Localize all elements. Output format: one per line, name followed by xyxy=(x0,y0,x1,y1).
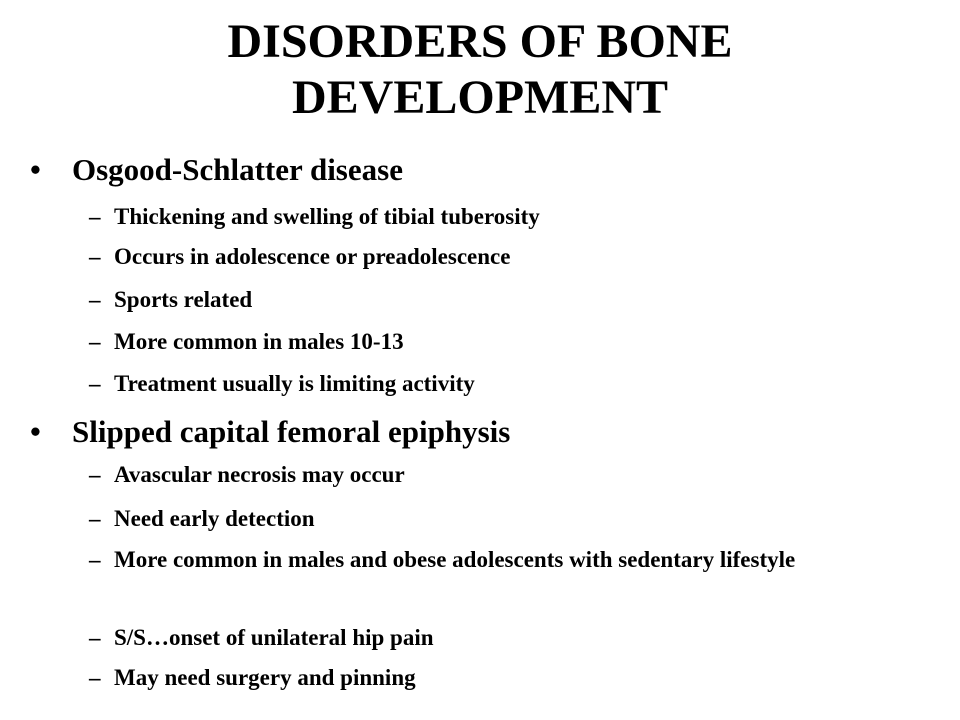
dash-icon: – xyxy=(89,462,101,487)
list-item-text: More common in males and obese adolescents with sedentary lifestyle xyxy=(114,547,796,572)
dash-icon: – xyxy=(89,287,101,312)
dash-icon: – xyxy=(89,204,101,229)
list-item-text: Thickening and swelling of tibial tuberosity xyxy=(114,204,540,229)
bullet-icon: • xyxy=(30,414,41,449)
dash-icon: – xyxy=(89,371,101,396)
slide-title-line-2: DEVELOPMENT xyxy=(291,71,669,124)
section-heading-text: Osgood-Schlatter disease xyxy=(72,152,403,187)
dash-icon: – xyxy=(89,506,101,531)
list-item-text: Need early detection xyxy=(114,506,315,531)
dash-icon: – xyxy=(89,547,101,572)
list-item-text: May need surgery and pinning xyxy=(114,665,416,690)
list-item-text: More common in males 10-13 xyxy=(114,329,404,354)
dash-icon: – xyxy=(89,329,101,354)
dash-icon: – xyxy=(89,244,101,269)
list-item-text: S/S…onset of unilateral hip pain xyxy=(114,625,434,650)
list-item-text: Occurs in adolescence or preadolescence xyxy=(114,244,511,269)
dash-icon: – xyxy=(89,625,101,650)
slide-title-line-1: DISORDERS OF BONE xyxy=(227,15,733,68)
dash-icon: – xyxy=(89,665,101,690)
bullet-icon: • xyxy=(30,152,41,187)
list-item-text: Avascular necrosis may occur xyxy=(114,462,405,487)
section-heading-text: Slipped capital femoral epiphysis xyxy=(72,414,511,449)
list-item-text: Treatment usually is limiting activity xyxy=(114,371,475,396)
list-item-text: Sports related xyxy=(114,287,253,312)
